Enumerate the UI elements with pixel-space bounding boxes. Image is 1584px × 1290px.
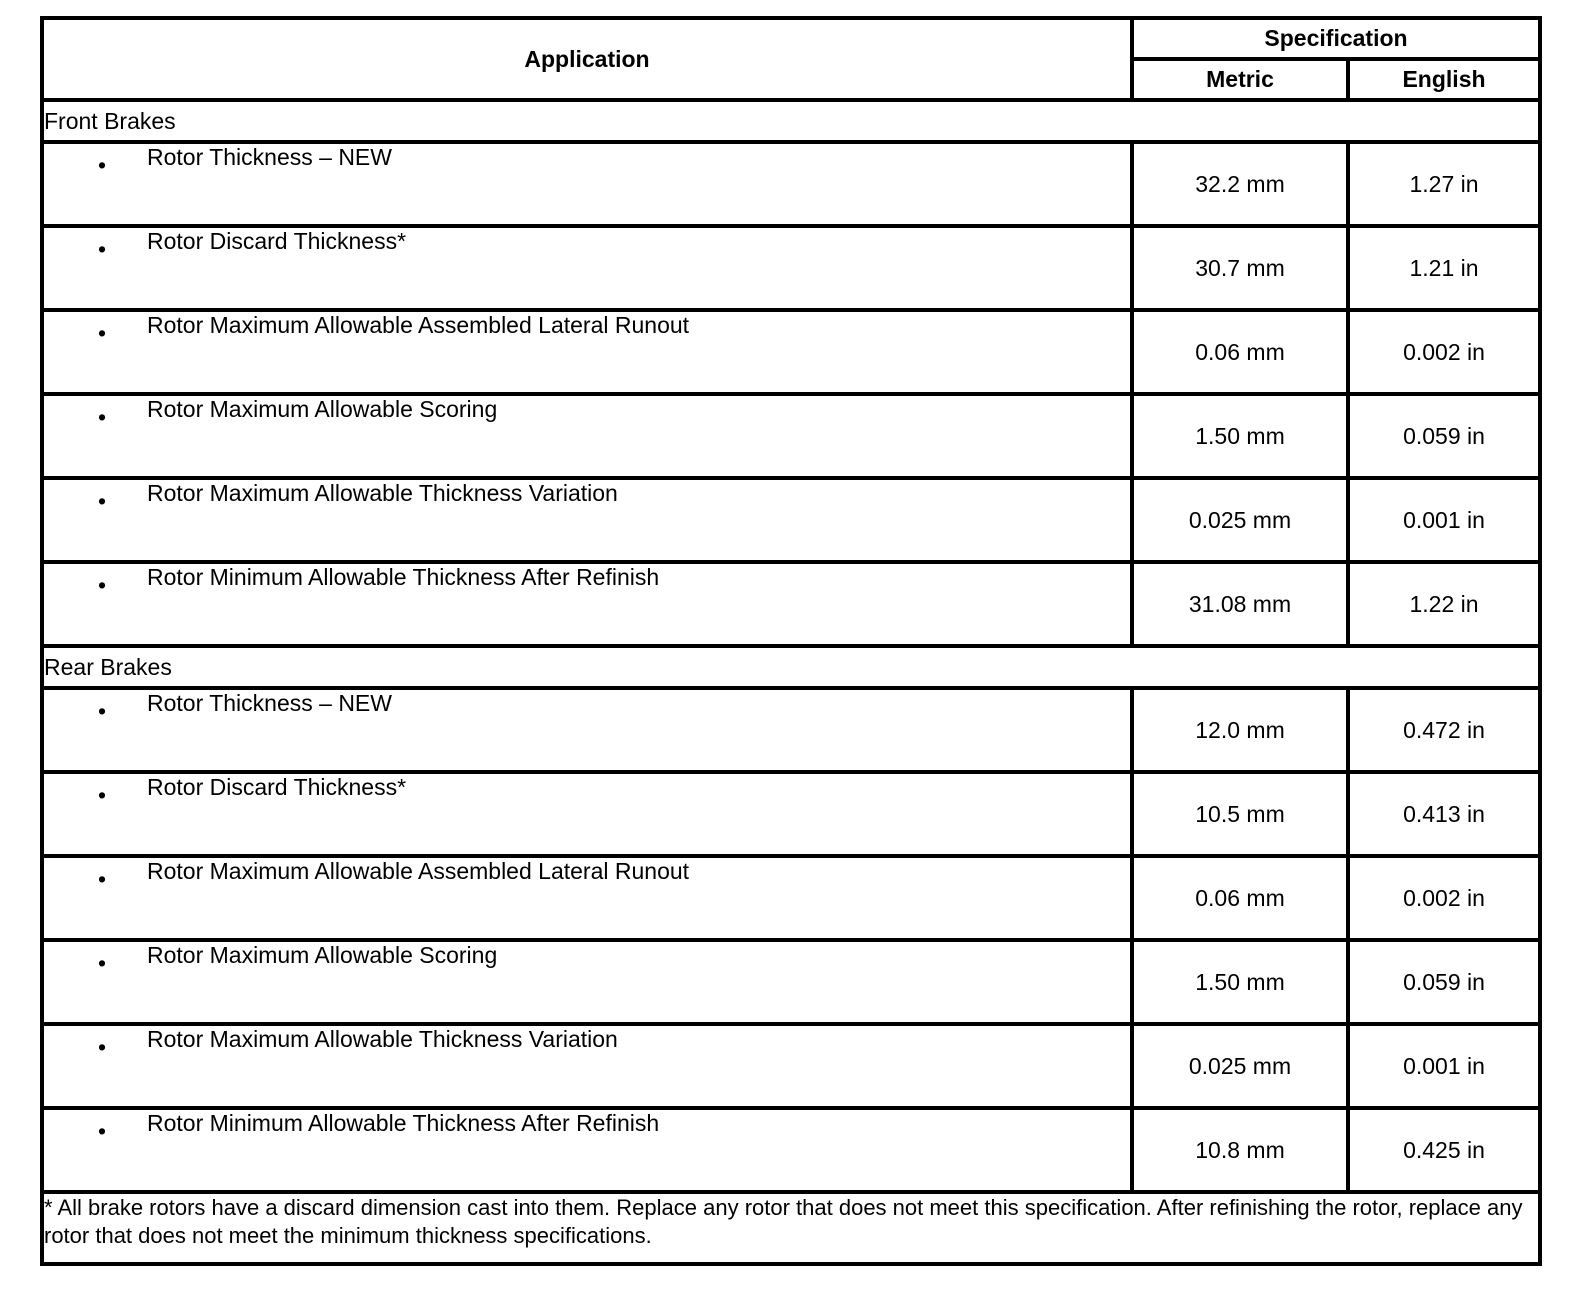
item-label: Rotor Discard Thickness*: [147, 774, 407, 800]
table-row: [42, 688, 1540, 772]
application-cell: [42, 688, 1132, 772]
english-value: 0.001 in: [1348, 478, 1540, 562]
bullet-icon: •: [98, 1118, 107, 1144]
english-value: 0.059 in: [1348, 394, 1540, 478]
application-cell: [42, 310, 1132, 394]
english-value: 0.002 in: [1348, 856, 1540, 940]
table-row: [42, 226, 1540, 310]
metric-value: 30.7 mm: [1132, 226, 1348, 310]
bullet-icon: •: [98, 488, 107, 514]
english-value: 0.002 in: [1348, 310, 1540, 394]
metric-value: 0.025 mm: [1132, 478, 1348, 562]
metric-value: 0.025 mm: [1132, 1024, 1348, 1108]
table-row: [42, 310, 1540, 394]
table-row: [42, 1024, 1540, 1108]
application-cell: [42, 1108, 1132, 1192]
section-title: Rear Brakes: [42, 646, 1540, 688]
brake-rotor-spec-table: [40, 16, 1542, 1266]
section-row: [42, 646, 1540, 688]
item-label: Rotor Maximum Allowable Thickness Variation: [147, 1026, 618, 1052]
bullet-icon: •: [98, 236, 107, 262]
table-row: [42, 562, 1540, 646]
metric-value: 32.2 mm: [1132, 142, 1348, 226]
metric-value: 0.06 mm: [1132, 856, 1348, 940]
application-cell: [42, 478, 1132, 562]
metric-value: 1.50 mm: [1132, 940, 1348, 1024]
application-header: Application: [42, 18, 1132, 100]
item-label: Rotor Maximum Allowable Assembled Lateral Runout: [147, 312, 690, 338]
english-value: 0.425 in: [1348, 1108, 1540, 1192]
english-value: 0.059 in: [1348, 940, 1540, 1024]
item-label: Rotor Thickness – NEW: [147, 144, 392, 170]
table-row: [42, 142, 1540, 226]
bullet-icon: •: [98, 1034, 107, 1060]
table-row: [42, 940, 1540, 1024]
table-row: [42, 856, 1540, 940]
item-label: Rotor Thickness – NEW: [147, 690, 392, 716]
english-value: 0.472 in: [1348, 688, 1540, 772]
item-label: Rotor Minimum Allowable Thickness After Refinish: [147, 1110, 660, 1136]
bullet-icon: •: [98, 320, 107, 346]
bullet-icon: •: [98, 404, 107, 430]
application-cell: [42, 226, 1132, 310]
item-label: Rotor Discard Thickness*: [147, 228, 407, 254]
metric-value: 12.0 mm: [1132, 688, 1348, 772]
english-header: English: [1348, 59, 1540, 100]
application-cell: [42, 856, 1132, 940]
english-value: 0.001 in: [1348, 1024, 1540, 1108]
bullet-icon: •: [98, 152, 107, 178]
metric-value: 0.06 mm: [1132, 310, 1348, 394]
specification-header: Specification: [1132, 18, 1540, 59]
section-title: Front Brakes: [42, 100, 1540, 142]
metric-value: 10.5 mm: [1132, 772, 1348, 856]
item-label: Rotor Maximum Allowable Scoring: [147, 942, 498, 968]
metric-value: 10.8 mm: [1132, 1108, 1348, 1192]
english-value: 0.413 in: [1348, 772, 1540, 856]
item-label: Rotor Minimum Allowable Thickness After Refinish: [147, 564, 660, 590]
metric-value: 31.08 mm: [1132, 562, 1348, 646]
item-label: Rotor Maximum Allowable Scoring: [147, 396, 498, 422]
application-cell: [42, 562, 1132, 646]
english-value: 1.27 in: [1348, 142, 1540, 226]
bullet-icon: •: [98, 698, 107, 724]
table-row: [42, 478, 1540, 562]
table-row: [42, 772, 1540, 856]
english-value: 1.22 in: [1348, 562, 1540, 646]
english-value: 1.21 in: [1348, 226, 1540, 310]
section-row: [42, 100, 1540, 142]
spec-table-body: [42, 100, 1540, 1192]
table-row: [42, 1108, 1540, 1192]
bullet-icon: •: [98, 782, 107, 808]
item-label: Rotor Maximum Allowable Assembled Lateral Runout: [147, 858, 690, 884]
bullet-icon: •: [98, 950, 107, 976]
application-cell: [42, 772, 1132, 856]
application-cell: [42, 142, 1132, 226]
bullet-icon: •: [98, 572, 107, 598]
table-row: [42, 394, 1540, 478]
application-cell: [42, 940, 1132, 1024]
item-label: Rotor Maximum Allowable Thickness Variation: [147, 480, 618, 506]
application-cell: [42, 394, 1132, 478]
application-cell: [42, 1024, 1132, 1108]
metric-value: 1.50 mm: [1132, 394, 1348, 478]
metric-header: Metric: [1132, 59, 1348, 100]
bullet-icon: •: [98, 866, 107, 892]
footnote: * All brake rotors have a discard dimension cast into them. Replace any rotor that does not meet this specification. After refinishing the rotor, replace any rotor that does not meet the minimum thickness specifications.: [42, 1192, 1540, 1264]
